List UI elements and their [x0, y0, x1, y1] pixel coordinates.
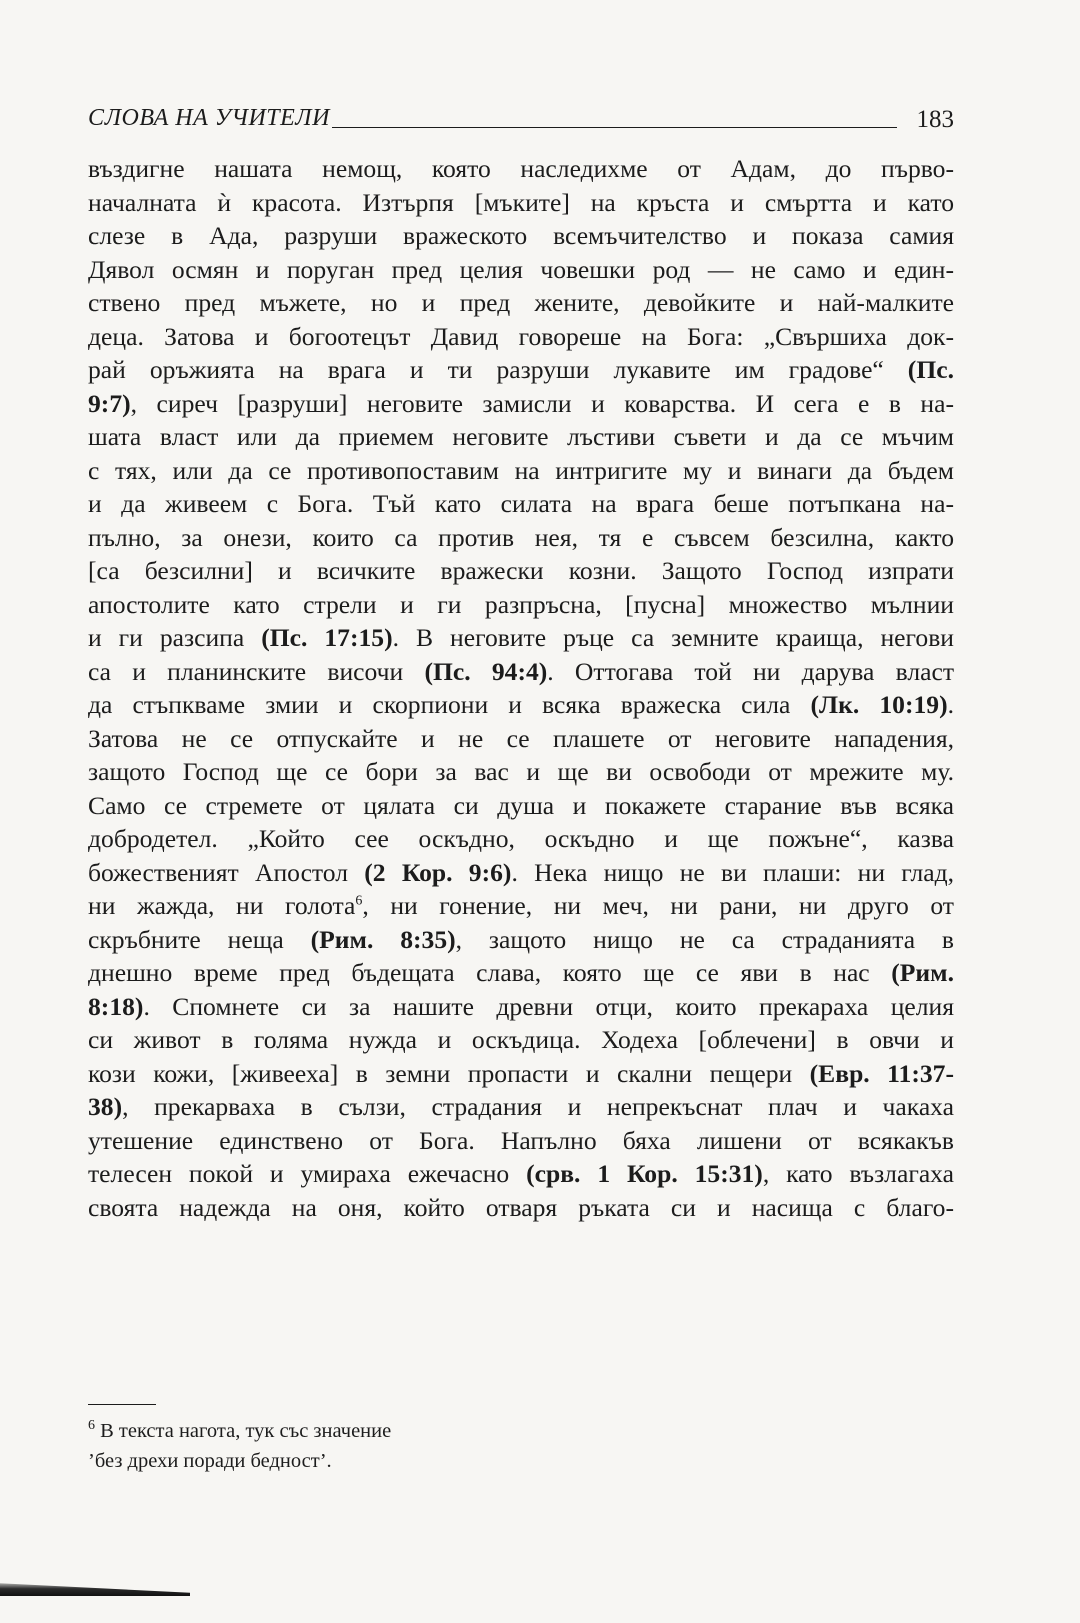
scripture-reference: 38)	[88, 1092, 123, 1121]
footnote	[88, 1416, 391, 1476]
text-segment: днешно време пред бъдещата слава, която ще се яви в нас	[88, 958, 892, 987]
text-line	[88, 923, 954, 957]
scripture-reference: (Евр. 11:37-	[809, 1058, 954, 1088]
text-line: добродетел. „Който сее оскъдно, оскъдно и ще пожъне“, казва	[88, 824, 954, 853]
text-line: си живот в голяма нужда и оскъдица. Ходеха [облечени] в овчи и	[88, 1025, 954, 1054]
text-segment: рай оръжията на врага и ти разруши лукавите им градове“	[88, 355, 908, 384]
text-line: утешение единствено от Бога. Напълно бяха лишени от всякакъв	[88, 1125, 954, 1155]
footnote-line: ’без дрехи поради бедност’.	[88, 1450, 332, 1472]
footnote-text: В текста нагота, тук със значение	[95, 1420, 392, 1442]
scripture-reference: 9:7)	[88, 388, 131, 418]
text-segment: да стъпкваме змии и скорпиони и всяка вражеска сила	[88, 690, 811, 719]
footnote-number: 6	[88, 1418, 95, 1434]
scripture-reference: (Лк. 10:19)	[810, 690, 948, 719]
text-line: въздигне нашата немощ, която наследихме от Адам, до първо-	[88, 154, 954, 183]
page-number: 183	[916, 106, 954, 133]
footnote-rule	[88, 1404, 156, 1405]
text-line: пълно, за онези, които са против нея, тя е съвсем безсилна, както	[88, 522, 954, 552]
text-segment: божественият Апостол	[88, 857, 365, 887]
text-line	[88, 889, 954, 923]
text-line	[88, 353, 954, 387]
body-text	[88, 152, 954, 1224]
text-line	[88, 990, 954, 1024]
text-line: ствено пред мъжете, но и пред жените, девойките и най-малките	[88, 288, 954, 317]
scripture-reference: 8:18)	[88, 991, 144, 1021]
text-line: Затова не се отпускайте и не се плашете от неговите нападения,	[88, 723, 954, 753]
text-segment: .	[947, 690, 955, 719]
scripture-reference: (Пс. 17:15)	[261, 623, 393, 652]
text-line: шата власт или да приемем неговите лъстиви съвети и да се мъчим	[88, 422, 954, 451]
text-segment: и ги разсипа	[88, 623, 262, 652]
text-segment: . Оттогава той ни дарува власт	[547, 656, 954, 686]
scan-shadow	[0, 1580, 190, 1596]
footnote-line	[88, 1416, 391, 1446]
scripture-reference: (2 Кор. 9:6)	[364, 857, 512, 887]
text-segment: , сиреч [разруши] неговите замисли и коварства. И сега е в на-	[130, 388, 954, 418]
text-line	[88, 1090, 954, 1124]
text-segment: , прекарваха в сълзи, страдания и непрекъснат плач и чакаха	[122, 1092, 954, 1121]
scripture-reference: (Пс.	[907, 355, 954, 384]
scripture-reference: (Рим.	[891, 958, 954, 987]
text-segment: кози кожи, [живееха] в земни пропасти и скални пещери	[88, 1058, 810, 1088]
text-segment: ни жажда, ни голота	[88, 891, 356, 920]
text-segment: , като възлагаха	[762, 1159, 954, 1188]
footnote-marker[interactable]: 6	[355, 893, 363, 909]
scripture-reference: (Рим. 8:35)	[310, 924, 456, 954]
text-line	[88, 387, 954, 421]
text-line: и да живеем с Бога. Тъй като силата на врага беше потъпкана на-	[88, 489, 954, 518]
text-segment: са и планинските височи	[88, 656, 425, 686]
text-line	[88, 956, 954, 990]
text-line: с тях, или да се противопоставим на интригите му и винаги да бъдем	[88, 455, 954, 485]
text-line	[88, 1157, 954, 1191]
running-title: СЛОВА НА УЧИТЕЛИ	[88, 105, 330, 131]
text-line: своята надежда на оня, който отваря ръката си и насища с благо-	[88, 1192, 954, 1222]
text-line: защото Господ ще се бори за вас и ще ви освободи от мрежите му.	[88, 757, 954, 786]
text-segment: . Нека нищо не ви плаши: ни глад,	[511, 857, 955, 887]
text-line: [са безсилни] и всичките вражески козни. Защото Господ изпрати	[88, 556, 954, 585]
text-line: началната ѝ красота. Изтърпя [мъките] на кръста и смъртта и като	[88, 187, 954, 217]
text-line: апостолите като стрели и ги разпръсна, [пусна] множество мълнии	[88, 589, 954, 619]
text-line	[88, 688, 954, 722]
page-header	[88, 98, 954, 134]
text-line	[88, 655, 954, 689]
text-segment: телесен покой и умираха ежечасно	[88, 1159, 527, 1188]
text-segment: , защото нищо не са страданията в	[455, 924, 954, 954]
scripture-reference: (Пс. 94:4)	[424, 656, 548, 686]
text-line	[88, 621, 954, 655]
scripture-reference: (срв. 1 Кор. 15:31)	[526, 1159, 763, 1188]
text-segment: . В неговите ръце са земните краища, негови	[392, 623, 954, 652]
text-line: деца. Затова и богоотецът Давид говореше на Бога: „Свършиха док-	[88, 321, 954, 351]
text-line	[88, 856, 954, 890]
text-segment: , ни гонение, ни меч, ни рани, ни друго от	[362, 891, 954, 920]
text-line: Дявол осмян и поруган пред целия човешки род — не само и един-	[88, 254, 954, 284]
text-line	[88, 1057, 954, 1091]
text-line: слезе в Ада, разруши вражеското всемъчителство и показа самия	[88, 221, 954, 250]
text-segment: . Спомнете си за нашите древни отци, които прекараха целия	[143, 991, 954, 1021]
text-segment: скръбните неща	[88, 924, 311, 954]
header-rule	[332, 127, 897, 128]
text-line: Само се стремете от цялата си душа и покажете старание във всяка	[88, 790, 954, 820]
